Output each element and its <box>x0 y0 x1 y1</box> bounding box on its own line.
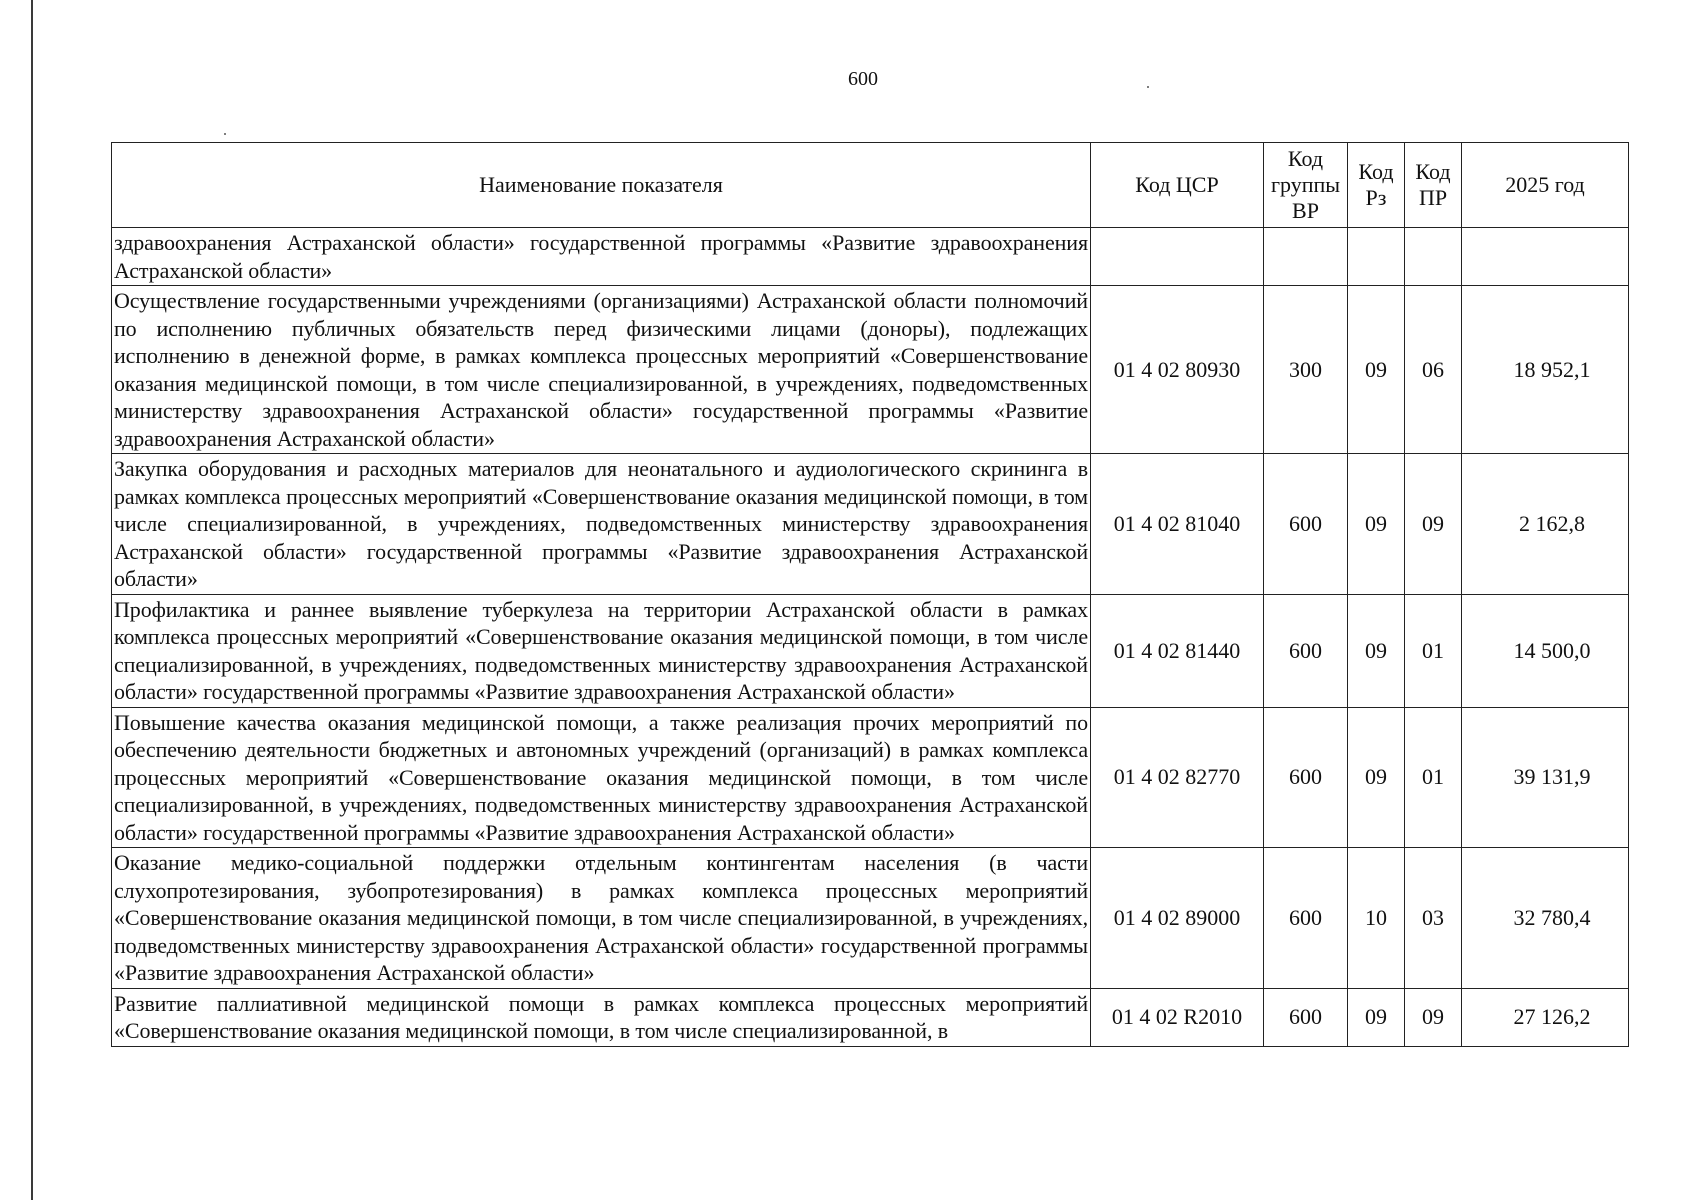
row-pr-code: 03 <box>1405 848 1462 989</box>
table-row <box>112 707 1629 848</box>
row-amount: 14 500,0 <box>1462 594 1629 707</box>
table-header-row <box>112 143 1629 228</box>
row-name: Повышение качества оказания медицинской помощи, а также реализация прочих мероприятий по обеспечению деятельности бюджетных и автономных учреждений (организаций) в рамках комплекса процессных мероприятий «Совершенствование оказания медицинской помощи, в том числе специализированной, в учреждениях, подведомственных министерству здравоохранения Астраханской области» государственной программы «Развитие здравоохранения Астраханской области» <box>112 707 1091 848</box>
row-amount: 32 780,4 <box>1462 848 1629 989</box>
row-amount: 27 126,2 <box>1462 988 1629 1046</box>
row-vr-code: 600 <box>1264 848 1348 989</box>
table-row <box>112 228 1629 286</box>
row-rz-code <box>1348 228 1405 286</box>
row-amount: 39 131,9 <box>1462 707 1629 848</box>
row-vr-code: 600 <box>1264 988 1348 1046</box>
row-pr-code: 06 <box>1405 286 1462 454</box>
table-row <box>112 454 1629 595</box>
row-name: Развитие паллиативной медицинской помощи в рамках комплекса процессных мероприятий «Совершенствование оказания медицинской помощи, в том числе специализированной, в <box>112 988 1091 1046</box>
binding-margin-line <box>31 0 33 1200</box>
row-name: Профилактика и раннее выявление туберкулеза на территории Астраханской области в рамках комплекса процессных мероприятий «Совершенствование оказания медицинской помощи, в том числе специализированной, в учреждениях, подведомственных министерству здравоохранения Астраханской области» государственной программы «Развитие здравоохранения Астраханской области» <box>112 594 1091 707</box>
row-csr-code: 01 4 02 81440 <box>1091 594 1264 707</box>
row-rz-code: 09 <box>1348 707 1405 848</box>
row-pr-code: 01 <box>1405 707 1462 848</box>
page-number: 600 <box>848 68 878 90</box>
row-name: Оказание медико-социальной поддержки отдельным контингентам населения (в части слухопротезирования, зубопротезирования) в рамках комплекса процессных мероприятий «Совершенствование оказания медицинской помощи, в том числе специализированной, в учреждениях, подведомственных министерству здравоохранения Астраханской области» государственной программы «Развитие здравоохранения Астраханской области» <box>112 848 1091 989</box>
table-row <box>112 286 1629 454</box>
row-csr-code: 01 4 02 89000 <box>1091 848 1264 989</box>
row-amount: 2 162,8 <box>1462 454 1629 595</box>
row-rz-code: 09 <box>1348 594 1405 707</box>
row-rz-code: 10 <box>1348 848 1405 989</box>
header-vr-code: Код группы ВР <box>1264 143 1348 228</box>
row-name: Закупка оборудования и расходных материалов для неонатального и аудиологического скрининга в рамках комплекса процессных мероприятий «Совершенствование оказания медицинской помощи, в том числе специализированной, в учреждениях, подведомственных министерству здравоохранения Астраханской области» государственной программы «Развитие здравоохранения Астраханской области» <box>112 454 1091 595</box>
table-row <box>112 988 1629 1046</box>
header-year: 2025 год <box>1462 143 1629 228</box>
row-pr-code <box>1405 228 1462 286</box>
header-name: Наименование показателя <box>112 143 1091 228</box>
table-row <box>112 848 1629 989</box>
row-rz-code: 09 <box>1348 286 1405 454</box>
row-csr-code: 01 4 02 81040 <box>1091 454 1264 595</box>
row-name: Осуществление государственными учреждениями (организациями) Астраханской области полномочий по исполнению публичных обязательств перед физическими лицами (доноры), подлежащих исполнению в денежной форме, в рамках комплекса процессных мероприятий «Совершенствование оказания медицинской помощи, в том числе специализированной, в учреждениях, подведомственных министерству здравоохранения Астраханской области» государственной программы «Развитие здравоохранения Астраханской области» <box>112 286 1091 454</box>
row-csr-code: 01 4 02 R2010 <box>1091 988 1264 1046</box>
row-pr-code: 01 <box>1405 594 1462 707</box>
row-vr-code: 600 <box>1264 707 1348 848</box>
header-csr-code: Код ЦСР <box>1091 143 1264 228</box>
row-amount: 18 952,1 <box>1462 286 1629 454</box>
header-rz-code: Код Рз <box>1348 143 1405 228</box>
scan-speck <box>224 133 226 135</box>
row-vr-code <box>1264 228 1348 286</box>
table-row <box>112 594 1629 707</box>
row-pr-code: 09 <box>1405 454 1462 595</box>
row-vr-code: 600 <box>1264 594 1348 707</box>
row-vr-code: 300 <box>1264 286 1348 454</box>
row-vr-code: 600 <box>1264 454 1348 595</box>
row-amount <box>1462 228 1629 286</box>
row-name: здравоохранения Астраханской области» государственной программы «Развитие здравоохранения Астраханской области» <box>112 228 1091 286</box>
row-csr-code <box>1091 228 1264 286</box>
row-csr-code: 01 4 02 82770 <box>1091 707 1264 848</box>
row-pr-code: 09 <box>1405 988 1462 1046</box>
row-csr-code: 01 4 02 80930 <box>1091 286 1264 454</box>
row-rz-code: 09 <box>1348 988 1405 1046</box>
row-rz-code: 09 <box>1348 454 1405 595</box>
scan-speck <box>1147 86 1149 88</box>
budget-table <box>111 142 1629 1047</box>
header-pr-code: Код ПР <box>1405 143 1462 228</box>
